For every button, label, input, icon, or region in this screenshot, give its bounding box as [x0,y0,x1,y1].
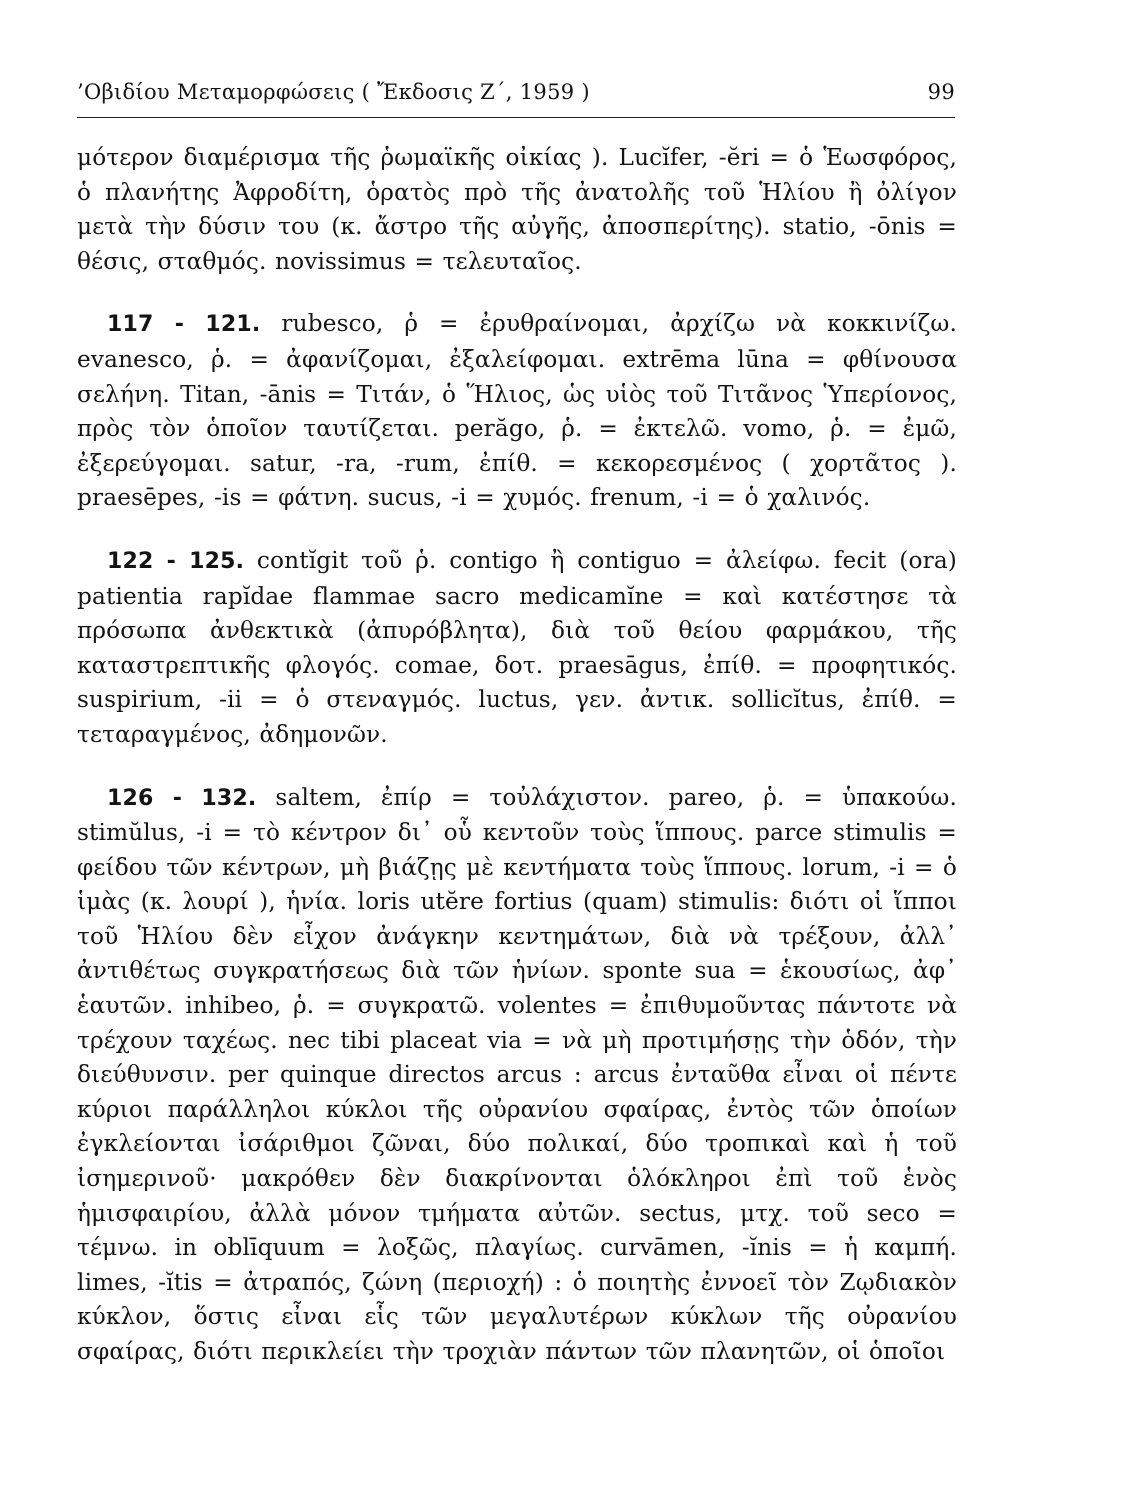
paragraph-122-125 [77,544,957,753]
commentary-body [77,141,957,1370]
page-number: 99 [927,80,955,104]
paragraph-text: contĭgit τοῦ ῥ. contigo ἢ contiguo = ἀλείφω. fecit (ora) patientia rapĭdae flammae sacro medicamĭne = καὶ κατέστησε τὰ πρόσωπα ἀνθεκτικὰ (ἀπυρόβλητα), διὰ τοῦ θείου φαρμάκου, τῆς καταστρεπτικῆς φλογός. comae, δοτ. praesāgus, ἐπίθ. = προφητικός. suspirium, -ii = ὁ στεναγμός. luctus, γεν. ἀντικ. sollicĭtus, ἐπίθ. = τεταραγμένος, ἀδημονῶν. [77,546,957,748]
paragraph-text: saltem, ἐπίρ = τοὐλάχιστον. pareo, ῥ. = ὑπακούω. stimŭlus, -i = τὸ κέντρον δι᾿ οὗ κεντοῦν τοὺς ἵππους. parce stimulis = φείδου τῶν κέντρων, μὴ βιάζῃς μὲ κεντήματα τοὺς ἵππους. lorum, -i = ὁ ἱμὰς (κ. λουρί ), ἡνία. loris utĕre fortius (quam) stimulis: διότι οἱ ἵπποι τοῦ Ἡλίου δὲν εἶχον ἀνάγκην κεντημάτων, διὰ νὰ τρέξουν, ἀλλ᾿ ἀντιθέτως συγκρατήσεως διὰ τῶν ἡνίων. sponte sua = ἑκουσίως, ἀφ᾿ ἑαυτῶν. inhibeo, ῥ. = συγκρατῶ. volentes = ἐπιθυμοῦντας πάντοτε νὰ τρέχουν ταχέως. nec tibi placeat via = νὰ μὴ προτιμήσῃς τὴν ὁδόν, τὴν διεύθυνσιν. per quinque directos arcus : arcus ἐνταῦθα εἶναι οἱ πέντε κύριοι παράλληλοι κύκλοι τῆς οὐρανίου σφαίρας, ἐντὸς τῶν ὁποίων ἐγκλείονται ἰσάριθμοι ζῶναι, δύο πολικαί, δύο τροπικαὶ καὶ ἡ τοῦ ἰσημερινοῦ· μακρόθεν δὲν διακρίνονται ὁλόκληροι ἐπὶ τοῦ ἑνὸς ἡμισφαιρίου, ἀλλὰ μόνον τμήματα αὐτῶν. sectus, μτχ. τοῦ seco = τέμνω. in oblīquum = λοξῶς, πλαγίως. curvāmen, -ĭnis = ἡ καμπή. limes, -ĭtis = ἀτραπός, ζώνη (περιοχή) : ὁ ποιητὴς ἐννοεῖ τὸν Ζῳδιακὸν κύκλον, ὅστις εἶναι εἷς τῶν μεγαλυτέρων κύκλων τῆς οὐρανίου σφαίρας, διότι περικλείει τὴν τροχιὰν πάντων τῶν πλανητῶν, οἱ ὁποῖοι [77,783,957,1365]
header-rule [77,117,955,118]
running-head [77,80,955,116]
paragraph-text: rubesco, ῥ = ἐρυθραίνομαι, ἀρχίζω νὰ κοκκινίζω. evanesco, ῥ. = ἀφανίζομαι, ἐξαλείφομαι. extrēma lūna = φθίνουσα σελήνη. Titan, -ānis = Τιτάν, ὁ Ἥλιος, ὡς υἱὸς τοῦ Τιτᾶνος Ὑπερίονος, πρὸς τὸν ὁποῖον ταυτίζεται. perăgo, ῥ. = ἐκτελῶ. vomo, ῥ. = ἐμῶ, ἐξερεύγομαι. satur, -ra, -rum, ἐπίθ. = κεκορεσμένος ( χορτᾶτος ). praesēpes, -is = φάτνη. sucus, -i = χυμός. frenum, -i = ὁ χαλινός. [77,310,958,512]
paragraph-117-121 [77,307,957,516]
verse-range-label: 117 - 121. [107,312,261,338]
verse-range-label: 126 - 132. [107,785,257,811]
paragraph-continued [77,141,957,279]
running-head-title: ’Οβιδίου Μεταμορφώσεις ( Ἔκδοσις Ζ΄, 1959 ) [77,80,590,104]
paragraph-126-132 [77,781,957,1370]
verse-range-label: 122 - 125. [107,548,245,574]
paragraph-text: μότερον διαμέρισμα τῆς ῥωμαϊκῆς οἰκίας ). Lucĭfer, -ĕri = ὁ Ἑωσφόρος, ὁ πλανήτης Ἀφροδίτη, ὁρατὸς πρὸ τῆς ἀνατολῆς τοῦ Ἡλίου ἢ ὀλίγον μετὰ τὴν δύσιν του (κ. ἄστρο τῆς αὐγῆς, ἀποσπερίτης). statio, -ōnis = θέσις, σταθμός. novissimus = τελευταῖος. [77,144,957,275]
